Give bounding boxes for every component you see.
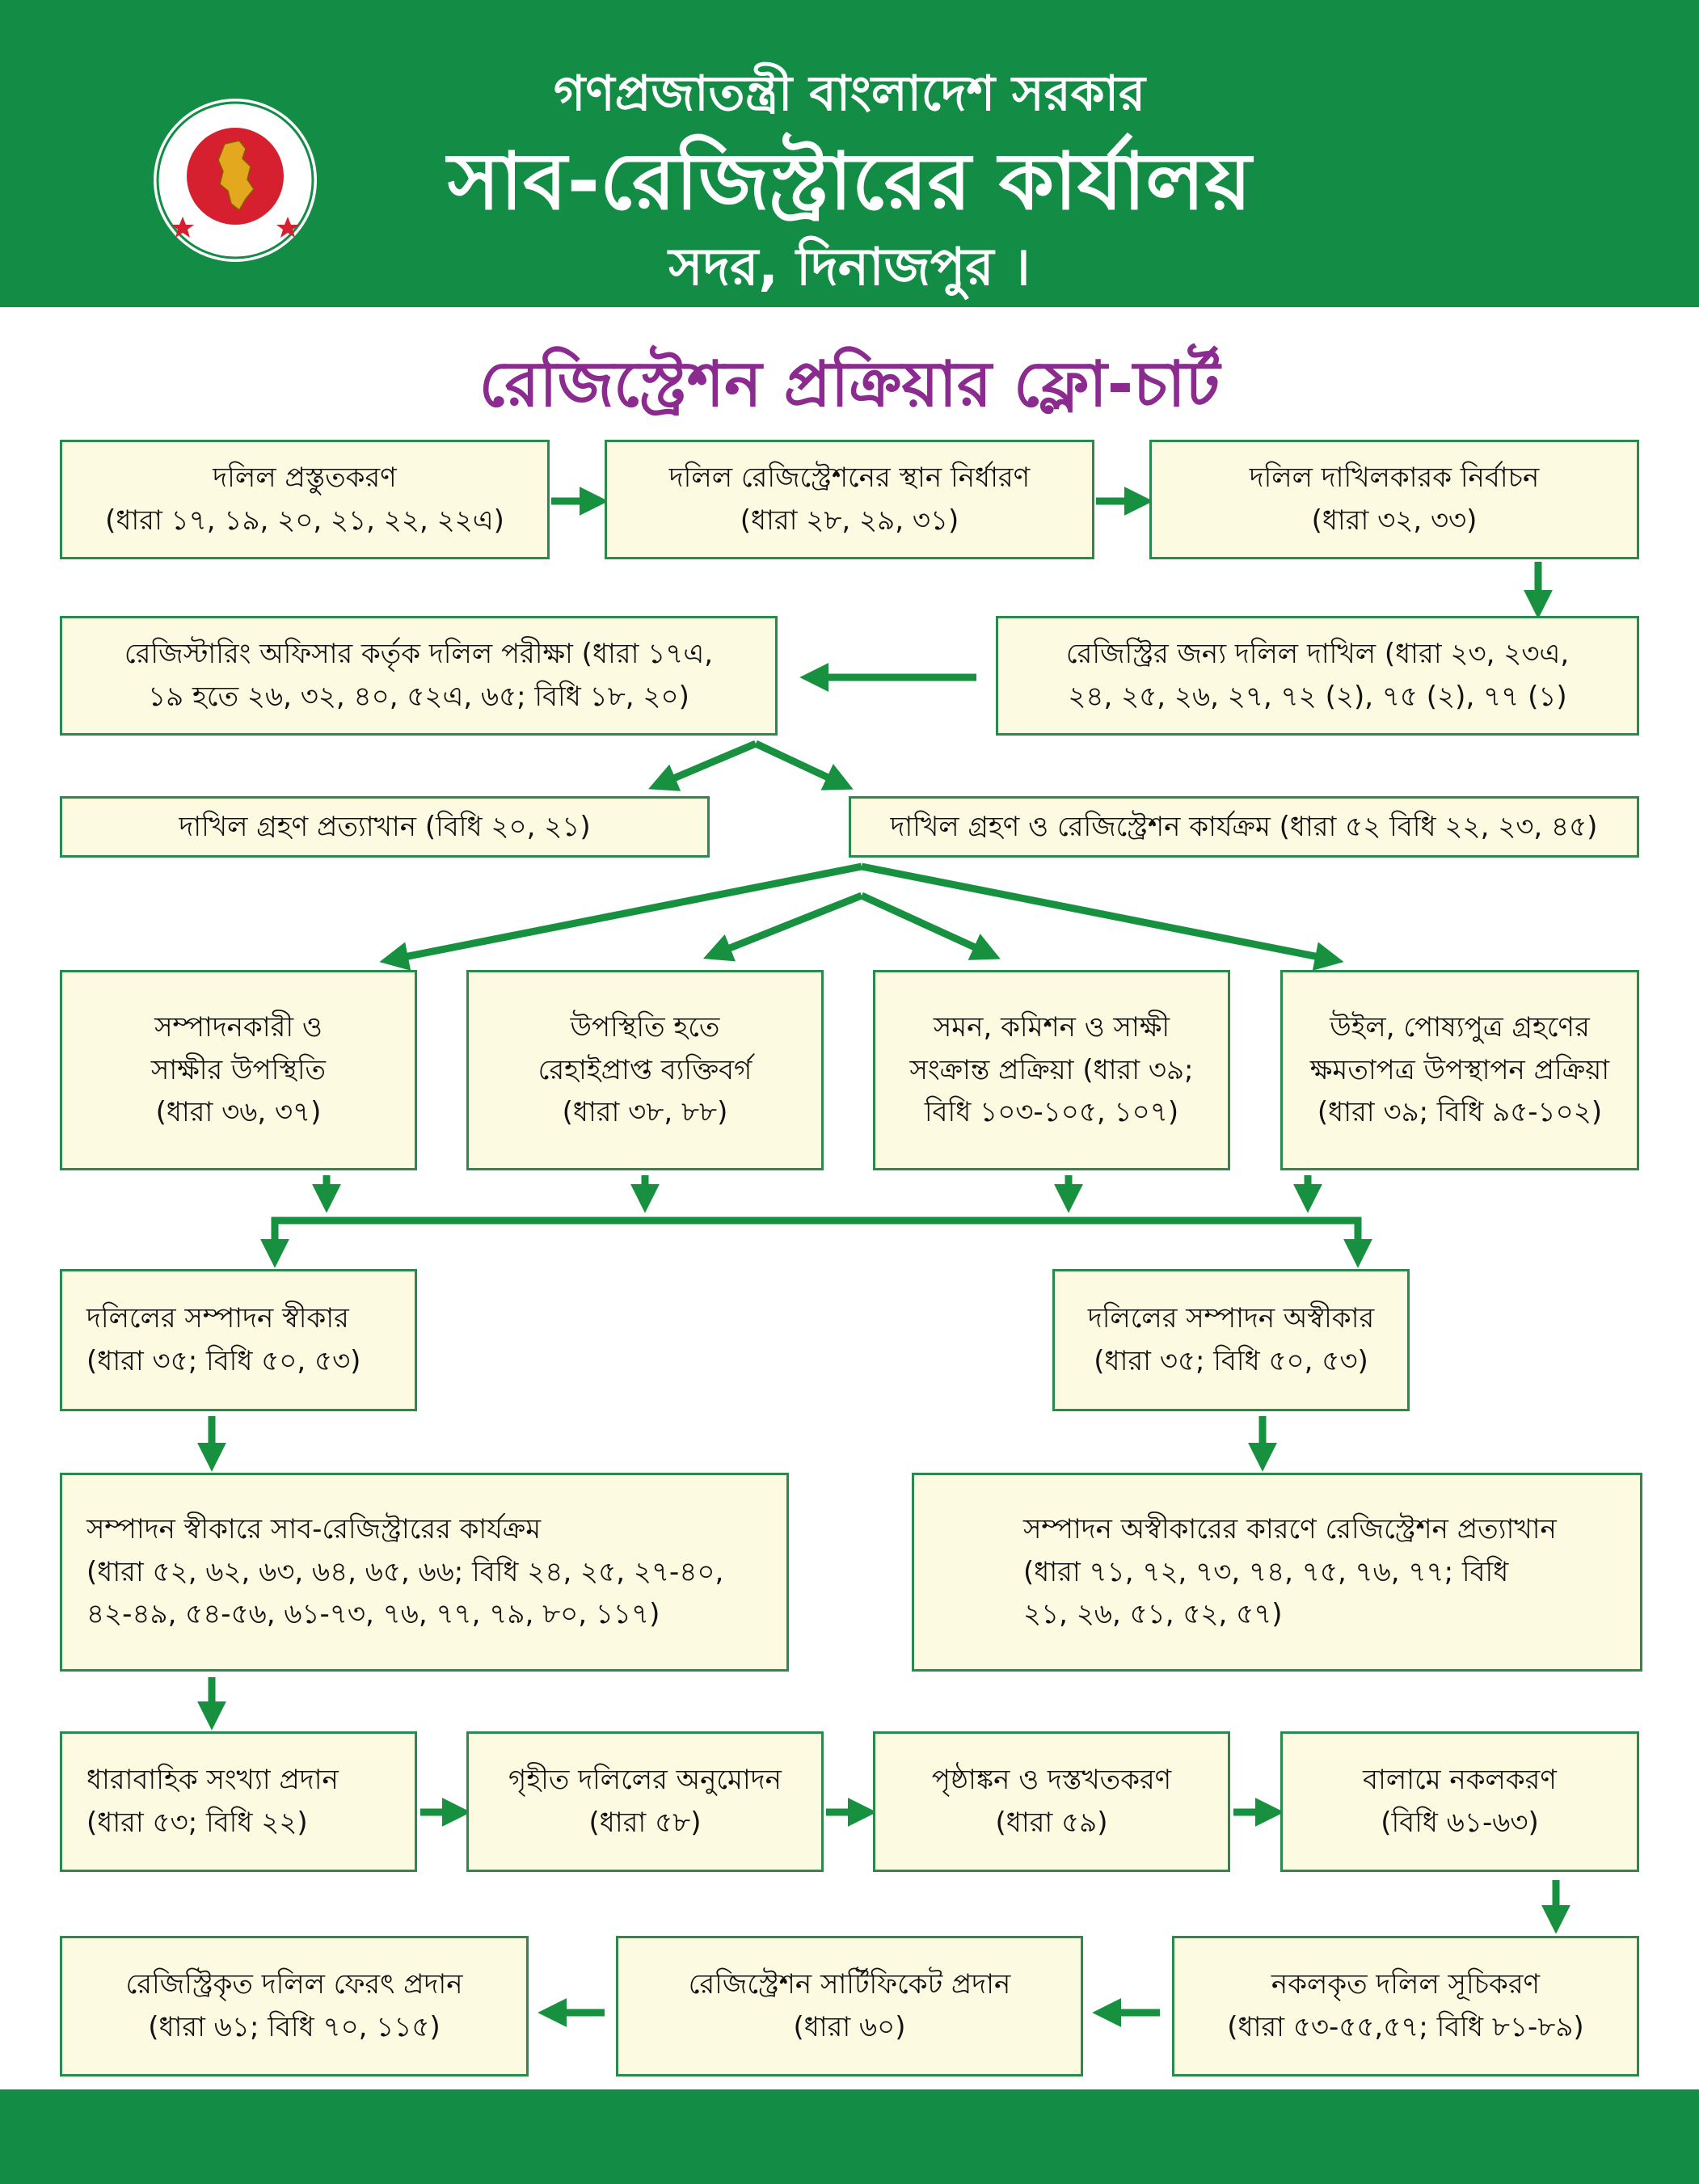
box-execution-denied <box>1052 1269 1410 1411</box>
box-text-line: দলিলের সম্পাদন স্বীকার <box>86 1302 349 1335</box>
box-text-line: (ধারা ১৭, ১৯, ২০, ২১, ২২, ২২এ) <box>105 504 504 537</box>
box-text-line: সম্পাদন স্বীকারে সাব-রেজিস্ট্রারের কার্যক্রম <box>86 1512 542 1545</box>
box-text-line: রেজিস্ট্রেশন সার্টিফিকেট প্রদান <box>688 1968 1011 2001</box>
box-executant-presence <box>60 970 417 1170</box>
arrow-b5-b7 <box>756 744 845 786</box>
box-deed-preparation <box>60 440 550 559</box>
box-text-line: পৃষ্ঠাঙ্কন ও দস্তখতকরণ <box>931 1764 1172 1797</box>
box-text-line: (ধারা ২৮, ২৯, ৩১) <box>740 504 959 537</box>
box-copied-deed-indexing <box>1172 1936 1639 2076</box>
box-text-line: রেজিস্ট্রির জন্য দলিল দাখিল (ধারা ২৩, ২৩এ, <box>1065 638 1570 671</box>
box-deed-approval <box>466 1731 824 1872</box>
box-registered-deed-return <box>60 1936 529 2076</box>
box-text-line: বিধি ১০৩-১০৫, ১০৭) <box>924 1096 1179 1129</box>
box-text-line: (ধারা ৩৫; বিধি ৫০, ৫৩) <box>86 1345 361 1377</box>
box-text-line: সমন, কমিশন ও সাক্ষী <box>933 1010 1170 1044</box>
box-text-line: (ধারা ৩৫; বিধি ৫০, ৫৩) <box>1094 1345 1368 1377</box>
box-text-line: (বিধি ৬১-৬৩) <box>1381 1807 1539 1839</box>
box-text-line: নকলকৃত দলিল সূচিকরণ <box>1271 1968 1541 2001</box>
box-text-line: গৃহীত দলিলের অনুমোদন <box>508 1764 782 1797</box>
box-text-line: সংক্রান্ত প্রক্রিয়া (ধারা ৩৯; <box>909 1053 1194 1086</box>
box-registration-process <box>849 796 1639 858</box>
box-endorsement-signing <box>873 1731 1230 1872</box>
merge-bracket <box>275 1221 1358 1257</box>
box-text-line: দলিল দাখিলকারক নির্বাচন <box>1249 462 1540 495</box>
box-text-line: (ধারা ৫৩-৫৫,৫৭; বিধি ৮১-৮৯) <box>1227 2011 1584 2043</box>
box-submission-rejected <box>60 796 710 858</box>
office-name: সাব-রেজিস্ট্রারের কার্যালয় <box>447 136 1252 228</box>
box-text-line: ধারাবাহিক সংখ্যা প্রদান <box>86 1764 339 1797</box>
box-text-line: (ধারা ৭১, ৭২, ৭৩, ৭৪, ৭৫, ৭৬, ৭৭; বিধি <box>1023 1555 1509 1588</box>
arrow-b7-b9 <box>711 896 862 955</box>
arrow-b7-b8 <box>388 866 862 960</box>
box-text-line: সাক্ষীর উপস্থিতি <box>150 1053 327 1086</box>
box-text-line: ক্ষমতাপত্র উপস্থাপন প্রক্রিয়া <box>1309 1053 1610 1086</box>
box-text-line: (ধারা ৩৮, ৮৮) <box>562 1096 728 1129</box>
box-text-line: (ধারা ৩৬, ৩৭) <box>155 1096 322 1129</box>
box-text-line: রেজিস্ট্রিকৃত দলিল ফেরৎ প্রদান <box>125 1968 463 2001</box>
box-text-line: দাখিল গ্রহণ প্রত্যাখান (বিধি ২০, ২১) <box>179 810 591 843</box>
box-officer-examination <box>60 616 778 736</box>
box-will-adoption <box>1280 970 1639 1170</box>
box-text-line: সম্পাদন অস্বীকারের কারণে রেজিস্ট্রেশন প্রত্যাখান <box>1023 1512 1557 1545</box>
box-registration-place <box>605 440 1094 559</box>
government-name: গণপ্রজাতন্ত্রী বাংলাদেশ সরকার <box>554 65 1145 122</box>
box-text-line: রেজিস্টারিং অফিসার কর্তৃক দলিল পরীক্ষা (ধারা ১৭এ, <box>124 638 714 671</box>
box-subregistrar-actions <box>60 1473 789 1672</box>
flowchart-title: রেজিস্ট্রেশন প্রক্রিয়ার ফ্লো-চার্ট <box>479 348 1220 421</box>
box-text-line: উপস্থিতি হতে <box>570 1010 720 1044</box>
box-registration-refused <box>912 1473 1642 1672</box>
box-text-line: ২৪, ২৫, ২৬, ২৭, ৭২ (২), ৭৫ (২), ৭৭ (১) <box>1068 681 1567 713</box>
office-location: সদর, দিনাজপুর । <box>668 238 1031 297</box>
arrow-b5-b6 <box>656 744 756 786</box>
box-text-line: (ধারা ৩৯; বিধি ৯৫-১০২) <box>1317 1096 1603 1129</box>
box-text-line: (ধারা ৩২, ৩৩) <box>1311 504 1478 537</box>
box-deed-submission <box>996 616 1639 736</box>
box-execution-admitted <box>60 1269 417 1411</box>
box-text-line: দলিলের সম্পাদন অস্বীকার <box>1087 1302 1375 1335</box>
box-volume-copying <box>1280 1731 1639 1872</box>
box-text-line: ২১, ২৬, ৫১, ৫২, ৫৭) <box>1023 1598 1283 1631</box>
box-text-line: (ধারা ৫৩; বিধি ২২) <box>86 1807 308 1839</box>
box-text-line: সম্পাদনকারী ও <box>154 1010 323 1044</box>
arrow-b7-b10 <box>862 896 993 955</box>
box-text-line: রেহাইপ্রাপ্ত ব্যক্তিবর্গ <box>538 1053 753 1086</box>
box-registration-certificate <box>616 1936 1083 2076</box>
box-exempted-persons <box>466 970 824 1170</box>
arrow-b7-b11 <box>862 866 1335 960</box>
box-text-line: ১৯ হতে ২৬, ৩২, ৪০, ৫২এ, ৬৫; বিধি ১৮, ২০) <box>148 681 689 713</box>
box-text-line: উইল, পোষ্যপুত্র গ্রহণের <box>1330 1010 1590 1044</box>
box-presenter-selection <box>1149 440 1639 559</box>
box-text-line: দলিল প্রস্তুতকরণ <box>213 462 397 495</box>
footer-band <box>0 2089 1699 2184</box>
box-text-line: (ধারা ৫২, ৬২, ৬৩, ৬৪, ৬৫, ৬৬; বিধি ২৪, ২৫, ২৭-৪০, <box>86 1555 724 1588</box>
box-text-line: দলিল রেজিস্ট্রেশনের স্থান নির্ধারণ <box>668 462 1031 495</box>
box-text-line: (ধারা ৬১; বিধি ৭০, ১১৫) <box>148 2011 441 2043</box>
box-text-line: ৪২-৪৯, ৫৪-৫৬, ৬১-৭৩, ৭৬, ৭৭, ৭৯, ৮০, ১১৭) <box>86 1598 660 1631</box>
box-text-line: (ধারা ৫৯) <box>995 1807 1108 1839</box>
box-text-line: (ধারা ৫৮) <box>588 1807 702 1839</box>
box-serial-number <box>60 1731 417 1872</box>
box-summons-commission <box>873 970 1230 1170</box>
box-text-line: দাখিল গ্রহণ ও রেজিস্ট্রেশন কার্যক্রম (ধারা ৫২ বিধি ২২, ২৩, ৪৫) <box>890 810 1598 843</box>
box-text-line: (ধারা ৬০) <box>793 2011 906 2043</box>
box-text-line: বালামে নকলকরণ <box>1363 1764 1557 1797</box>
